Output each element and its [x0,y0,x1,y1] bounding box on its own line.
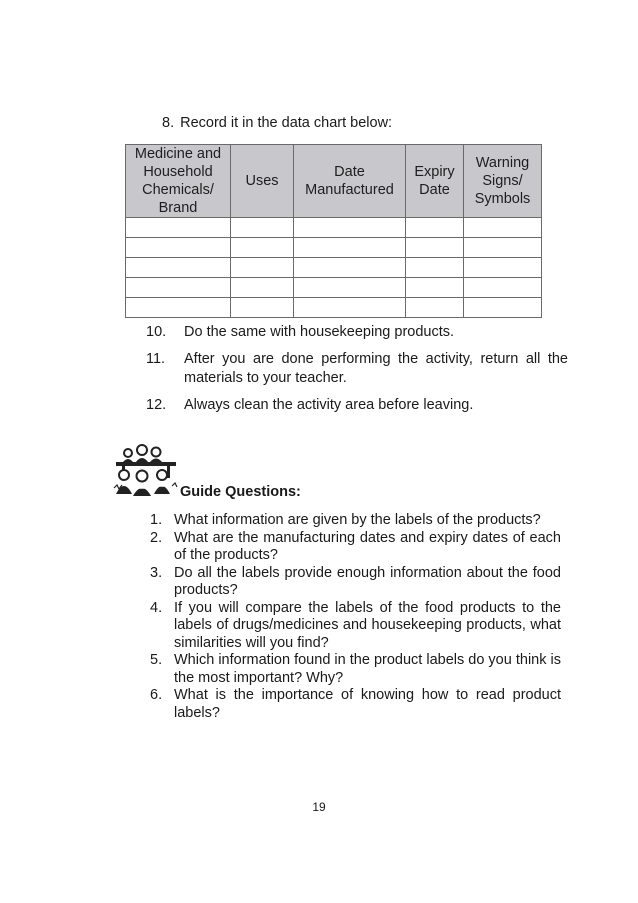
list-item [150,530,561,565]
data-chart-row [126,218,542,238]
header-label: Uses [245,173,279,189]
list-item [146,350,568,388]
question-number: 6. [150,687,163,703]
table-cell [231,278,294,298]
activity-steps [146,323,568,423]
group-discussion-icon [112,442,180,500]
table-cell [231,218,294,238]
page-number: 19 [312,800,326,814]
table-cell [294,238,406,258]
list-item [150,687,561,722]
table-cell [464,238,542,258]
question-text: Which information found in the product labels do you think is the most important? Why? [174,652,561,686]
header-expiry-date [406,145,464,218]
step-number: 12. [146,397,167,413]
step-text: Do the same with housekeeping products. [184,324,455,340]
table-cell [464,278,542,298]
table-cell [126,298,231,318]
step-8-number: 8. [162,115,175,131]
step-8-text: Record it in the data chart below: [180,115,393,131]
table-cell [406,218,464,238]
question-number: 1. [150,512,163,528]
step-8 [162,115,392,131]
table-cell [231,258,294,278]
table-cell [464,258,542,278]
table-cell [126,258,231,278]
header-label: Medicine and Household Chemicals/ Brand [134,146,222,216]
table-cell [294,258,406,278]
list-item [150,512,561,530]
data-chart-row [126,298,542,318]
question-text: If you will compare the labels of the food products to the labels of drugs/medicines and housekeeping products, what similarities will you find? [174,599,561,651]
question-number: 2. [150,529,163,546]
header-date-manufactured [294,145,406,218]
data-chart-row [126,258,542,278]
table-cell [126,238,231,258]
header-uses [231,145,294,218]
question-text: Do all the labels provide enough information about the food products? [174,564,561,598]
list-item [146,396,568,415]
header-label: Expiry Date [414,164,455,198]
list-item [150,565,561,600]
step-text: Always clean the activity area before leaving. [184,397,474,413]
step-number: 10. [146,324,167,340]
header-medicine-household-chemicals-brand [126,145,231,218]
table-cell [464,218,542,238]
table-cell [406,258,464,278]
list-item [150,652,561,687]
table-cell [126,278,231,298]
question-text: What information are given by the labels of the products? [174,512,541,528]
table-cell [126,218,231,238]
guide-questions-title: Guide Questions: [180,484,301,500]
data-chart-header-row [126,145,542,218]
data-chart-row [126,238,542,258]
data-chart-row [126,278,542,298]
table-cell [231,238,294,258]
question-number: 5. [150,652,163,668]
list-item [150,600,561,653]
header-warning-signs-symbols [464,145,542,218]
table-cell [294,298,406,318]
list-item [146,323,568,342]
table-cell [464,298,542,318]
table-cell [294,218,406,238]
table-cell [294,278,406,298]
question-number: 4. [150,599,163,616]
guide-questions-list [150,512,561,722]
table-cell [406,298,464,318]
step-number: 11. [146,351,166,367]
question-text: What are the manufacturing dates and expiry dates of each of the products? [174,529,561,563]
header-label: Date Manufactured [305,164,394,198]
table-cell [406,278,464,298]
question-number: 3. [150,564,163,581]
question-text: What is the importance of knowing how to read product labels? [174,687,561,721]
header-label: Warning Signs/ Symbols [474,155,531,207]
table-cell [406,238,464,258]
step-text: After you are done performing the activity, return all the materials to your teacher. [184,351,568,386]
table-cell [231,298,294,318]
data-chart [125,144,542,318]
